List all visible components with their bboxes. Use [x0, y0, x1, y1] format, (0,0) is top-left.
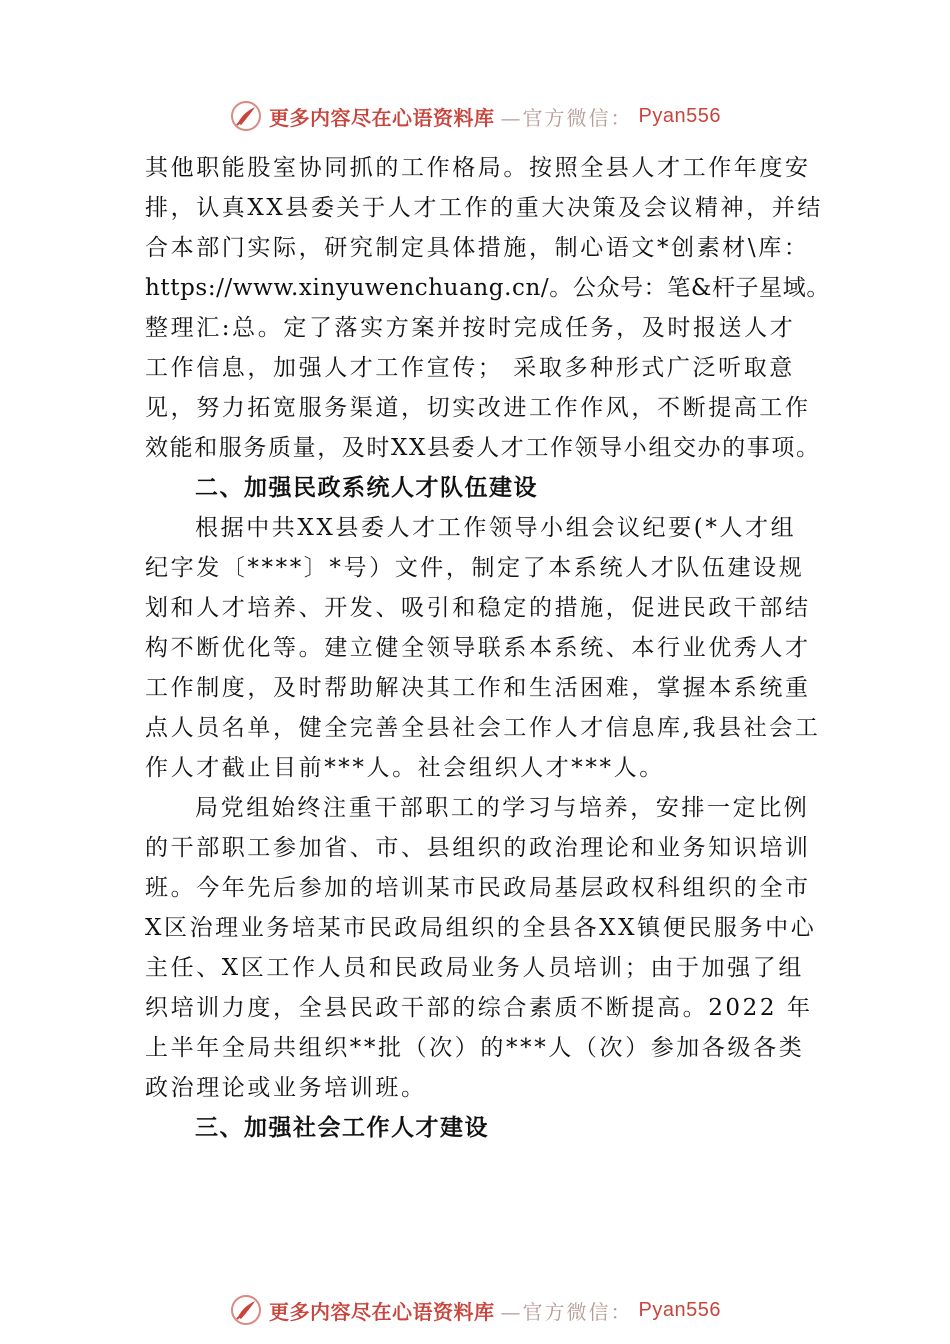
text-line: 构不断优化等。建立健全领导联系本系统、本行业优秀人才: [145, 635, 811, 661]
text-line: 根据中共XX县委人才工作领导小组会议纪要(*人才组: [195, 515, 797, 541]
text-line: https://www.xinyuwenchuang.cn/。公众号：笔&杆子星域。: [145, 275, 830, 301]
banner-wechat-id: Pyan556: [638, 104, 721, 127]
section-heading-2: 二、加强民政系统人才队伍建设: [195, 475, 538, 501]
text-line: 效能和服务质量，及时XX县委人才工作领导小组交办的事项。: [145, 435, 821, 461]
banner-brand-text: 更多内容尽在心语资料库: [269, 1299, 495, 1324]
text-line: 排，认真XX县委关于人才工作的重大决策及会议精神，并结: [145, 195, 823, 221]
text-line: 整理汇:总。定了落实方案并按时完成任务，及时报送人才: [145, 315, 796, 341]
text-line: 上半年全局共组织**批（次）的***人（次）参加各级各类: [145, 1035, 805, 1061]
footer-banner: [0, 1290, 950, 1330]
document-body: [145, 148, 835, 1148]
text-line: 工作制度，及时帮助解决其工作和生活困难，掌握本系统重: [145, 675, 811, 701]
brand-logo-icon: [229, 99, 263, 133]
paragraph-2: [145, 508, 835, 788]
text-line: 主任、X区工作人员和民政局业务人员培训；由于加强了组: [145, 955, 804, 981]
text-line: 点人员名单，健全完善全县社会工作人才信息库,我县社会工: [145, 715, 821, 741]
section-heading-3: 三、加强社会工作人才建设: [195, 1115, 489, 1141]
text-line: 作人才截止目前***人。社会组织人才***人。: [145, 755, 665, 781]
text-line: 工作信息，加强人才工作宣传； 采取多种形式广泛听取意: [145, 355, 795, 381]
banner-separator-text: —官方微信：: [500, 105, 633, 130]
paragraph-3: [145, 788, 835, 1108]
header-banner: [0, 96, 950, 136]
brand-logo-icon: [229, 1293, 263, 1327]
paragraph-1: [145, 148, 835, 468]
text-line: 纪字发〔****〕*号）文件，制定了本系统人才队伍建设规: [145, 555, 805, 581]
text-line: 其他职能股室协同抓的工作格局。按照全县人才工作年度安: [145, 155, 811, 181]
banner-brand-text: 更多内容尽在心语资料库: [269, 105, 495, 130]
banner-separator-text: —官方微信：: [500, 1299, 633, 1324]
text-line: 划和人才培养、开发、吸引和稳定的措施，促进民政干部结: [145, 595, 811, 621]
text-line: 政治理论或业务培训班。: [145, 1075, 427, 1101]
text-line: X区治理业务培某市民政局组织的全县各XX镇便民服务中心: [145, 915, 817, 941]
text-line: 合本部门实际，研究制定具体措施，制心语文*创素材\库：: [145, 235, 810, 261]
text-line: 的干部职工参加省、市、县组织的政治理论和业务知识培训: [145, 835, 811, 861]
text-line: 织培训力度，全县民政干部的综合素质不断提高。2022 年: [145, 995, 813, 1021]
text-line: 见，努力拓宽服务渠道，切实改进工作作风，不断提高工作: [145, 395, 811, 421]
banner-wechat-id: Pyan556: [638, 1298, 721, 1321]
text-line: 局党组始终注重干部职工的学习与培养，安排一定比例: [195, 795, 810, 821]
text-line: 班。今年先后参加的培训某市民政局基层政权科组织的全市: [145, 875, 811, 901]
